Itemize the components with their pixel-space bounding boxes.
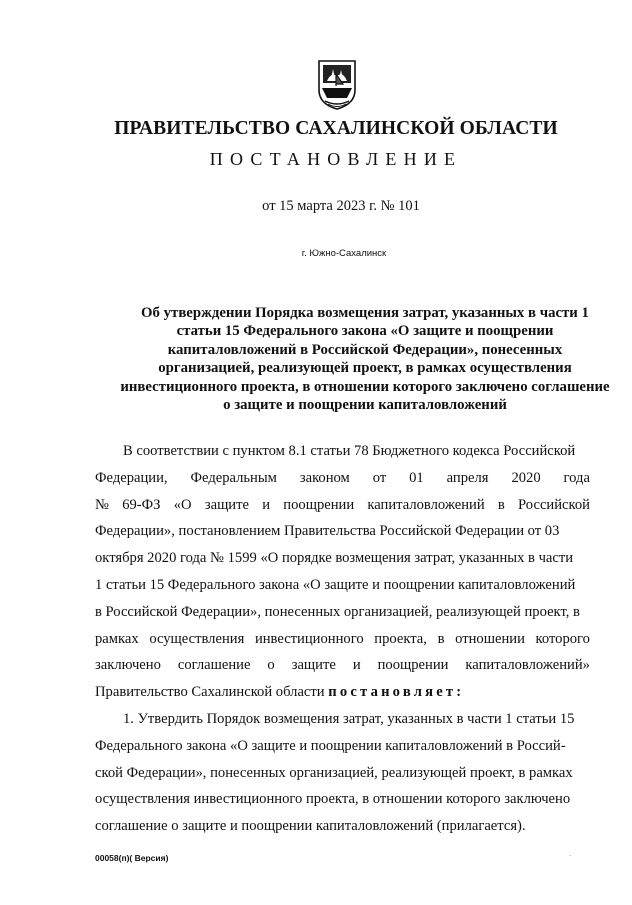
- body-line-justified: [95, 626, 590, 653]
- word: поощрении: [377, 657, 449, 674]
- title-line: организацией, реализующей проект, в рамках осуществления: [158, 360, 572, 377]
- word: Федерации,: [95, 469, 168, 486]
- word: апреля: [446, 469, 489, 486]
- document-body: [95, 438, 590, 840]
- word: №: [95, 496, 109, 513]
- word: 2020: [511, 469, 541, 486]
- title-line: о защите и поощрении капиталовложений: [223, 397, 507, 414]
- word: о: [267, 657, 275, 674]
- body-line: ской Федерации», понесенных организацией, реализующей проект, в рамках: [95, 764, 573, 781]
- word: защите: [204, 496, 249, 513]
- word: 69-ФЗ: [122, 496, 161, 513]
- word: от: [372, 469, 387, 486]
- body-line: 1. Утвердить Порядок возмещения затрат, указанных в части 1 статьи 15: [123, 710, 575, 727]
- word: в: [437, 630, 445, 647]
- word: «О: [173, 496, 192, 513]
- word: рамках: [95, 630, 139, 647]
- body-line-justified: [95, 465, 590, 492]
- word: проекта,: [374, 630, 427, 647]
- body-line: [95, 679, 590, 706]
- word: в: [497, 496, 505, 513]
- title-line: Об утверждении Порядка возмещения затрат, указанных в части 1: [141, 305, 589, 321]
- decree-prefix: Правительство Сахалинской области: [95, 684, 329, 701]
- sakhalin-coat-of-arms-emblem: [317, 60, 357, 110]
- body-line: Федерации», постановлением Правительства Российской Федерации от 03: [95, 523, 560, 540]
- body-line-justified: [95, 492, 590, 519]
- word: 01: [409, 469, 424, 486]
- body-line: соглашение о защите и поощрении капиталовложений (прилагается).: [95, 818, 526, 835]
- word: законом: [299, 469, 350, 486]
- word: и: [352, 657, 361, 674]
- word: года: [563, 469, 590, 486]
- word: капиталовложений»: [465, 657, 590, 674]
- word: капиталовложений: [367, 496, 485, 513]
- word: осуществления: [149, 630, 245, 647]
- title-line: инвестиционного проекта, в отношении которого заключено соглашение: [120, 378, 610, 395]
- word: Российской: [518, 496, 590, 513]
- body-line: Федерального закона «О защите и поощрении капиталовложений в Россий-: [95, 737, 566, 754]
- word: и: [262, 496, 271, 513]
- body-line-justified: [95, 652, 590, 679]
- scan-speck: ·: [569, 852, 572, 860]
- title-line: капиталовложений в Российской Федерации», понесенных: [167, 341, 563, 358]
- document-date-number: от 15 марта 2023 г. № 101: [262, 198, 420, 214]
- body-line: осуществления инвестиционного проекта, в отношении которого заключено: [95, 791, 571, 808]
- title-line: статьи 15 Федерального закона «О защите и поощрении: [176, 323, 554, 340]
- word: поощрении: [283, 496, 355, 513]
- word: инвестиционного: [254, 630, 364, 647]
- body-line: 1 статьи 15 Федерального закона «О защите и поощрении капиталовложений: [95, 576, 576, 593]
- document-type: ПОСТАНОВЛЕНИЕ: [209, 149, 463, 169]
- decree-word: постановляет:: [328, 684, 465, 701]
- document-footer-code: 00058(п)( Версия): [95, 853, 169, 863]
- word: защите: [291, 657, 336, 674]
- body-line: октября 2020 года № 1599 «О порядке возмещения затрат, указанных в части: [95, 550, 574, 567]
- document-title: [112, 304, 618, 414]
- document-city: г. Южно-Сахалинск: [301, 248, 387, 259]
- word: соглашение: [177, 657, 251, 674]
- word: заключено: [95, 657, 161, 674]
- body-line: в Российской Федерации», понесенных организацией, реализующей проект, в: [95, 603, 580, 620]
- word: Федеральным: [190, 469, 277, 486]
- word: которого: [535, 630, 590, 647]
- word: отношении: [455, 630, 525, 647]
- government-name: ПРАВИТЕЛЬСТВО САХАЛИНСКОЙ ОБЛАСТИ: [114, 118, 558, 139]
- body-line: В соответствии с пунктом 8.1 статьи 78 Бюджетного кодекса Российской: [123, 443, 576, 459]
